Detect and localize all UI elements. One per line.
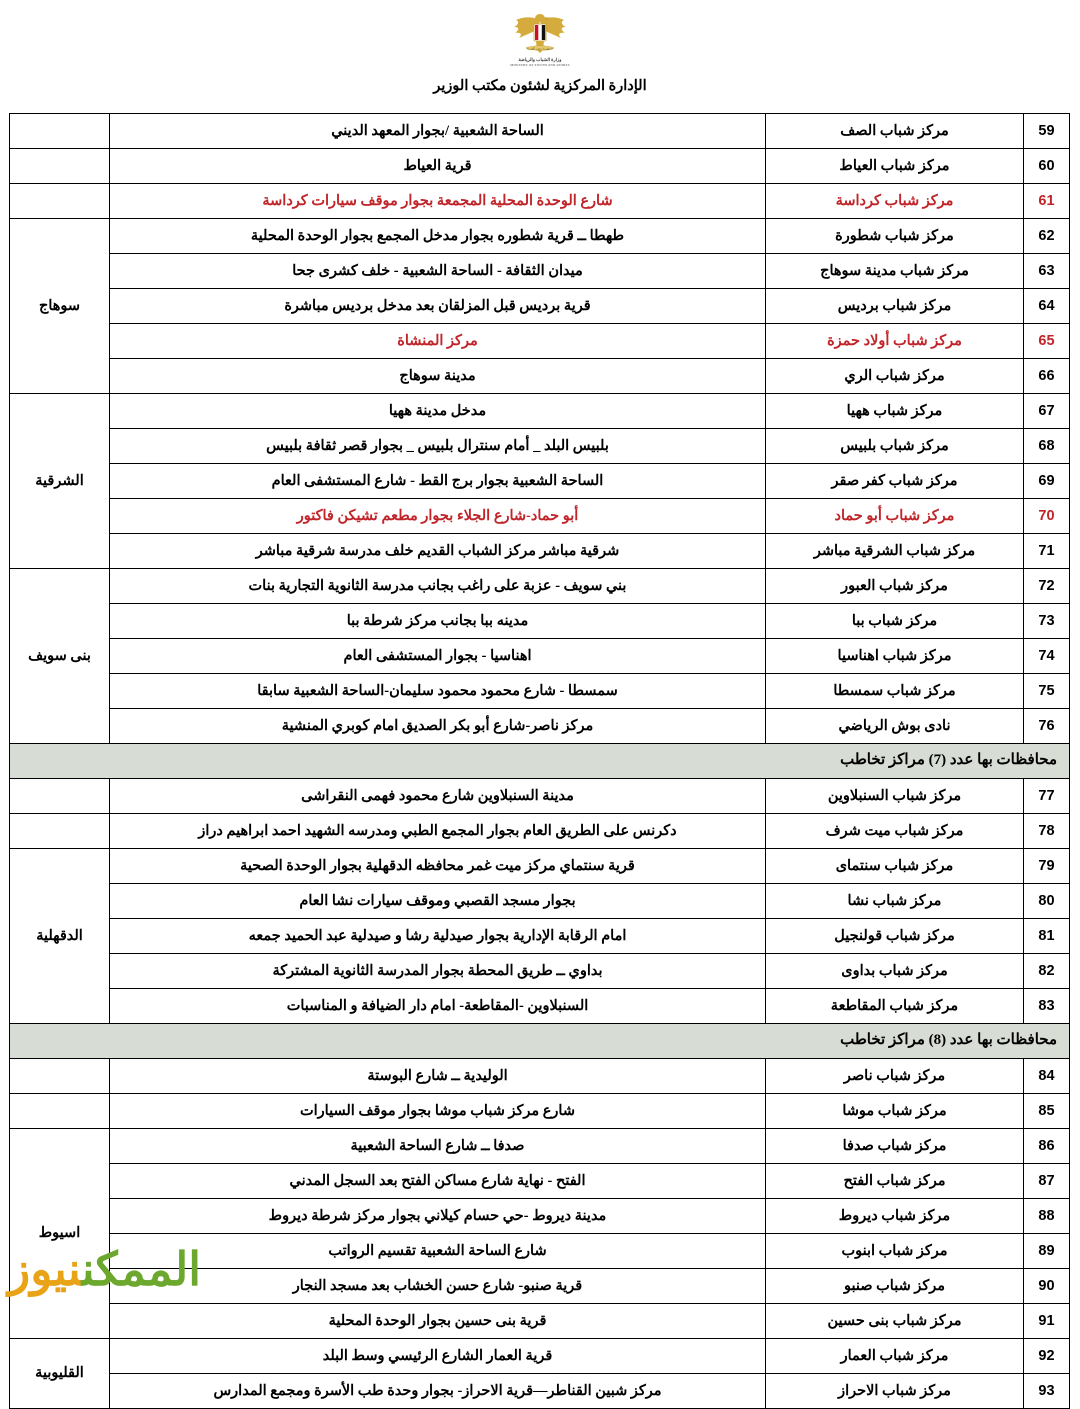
- governorate-name: بنى سويف: [10, 569, 110, 744]
- center-address: مدخل مدينة ههيا: [110, 394, 766, 429]
- governorate-name-empty: [10, 1059, 110, 1094]
- table-row: [10, 954, 1070, 989]
- center-address: أبو حماد-شارع الجلاء بجوار مطعم تشيكن فاكتور: [110, 499, 766, 534]
- center-name: مركز شباب ببا: [766, 604, 1024, 639]
- center-address: قرية بنى حسين بجوار الوحدة المحلية: [110, 1304, 766, 1339]
- center-name: مركز شباب العبور: [766, 569, 1024, 604]
- center-name: مركز شباب أبو حماد: [766, 499, 1024, 534]
- centers-table-wrapper: [10, 113, 1070, 1409]
- row-number: 60: [1024, 149, 1070, 184]
- governorate-name: الشرقية: [10, 394, 110, 569]
- row-number: 70: [1024, 499, 1070, 534]
- center-name: مركز شباب سنتماى: [766, 849, 1024, 884]
- row-number: 93: [1024, 1374, 1070, 1409]
- row-number: 69: [1024, 464, 1070, 499]
- governorate-name-empty: [10, 149, 110, 184]
- governorate-name: اسيوط: [10, 1129, 110, 1339]
- table-row: [10, 254, 1070, 289]
- row-number: 82: [1024, 954, 1070, 989]
- document-header: [0, 0, 1080, 95]
- table-row: [10, 1129, 1070, 1164]
- center-name: مركز شباب السنبلاوين: [766, 779, 1024, 814]
- table-row: [10, 324, 1070, 359]
- center-name: مركز شباب الفتح: [766, 1164, 1024, 1199]
- table-row: [10, 709, 1070, 744]
- egypt-eagle-emblem: [508, 12, 572, 70]
- center-name: مركز شباب كفر صقر: [766, 464, 1024, 499]
- center-name: مركز شباب الري: [766, 359, 1024, 394]
- center-name: مركز شباب شطورة: [766, 219, 1024, 254]
- table-row: [10, 884, 1070, 919]
- row-number: 61: [1024, 184, 1070, 219]
- center-address: شارع مركز شباب موشا بجوار موقف السيارات: [110, 1094, 766, 1129]
- center-name: مركز شباب كرداسة: [766, 184, 1024, 219]
- center-name: مركز شباب سمسطا: [766, 674, 1024, 709]
- center-address: قرية العمار الشارع الرئيسي وسط البلد: [110, 1339, 766, 1374]
- table-row: [10, 1199, 1070, 1234]
- governorate-name: سوهاج: [10, 219, 110, 394]
- table-row: [10, 639, 1070, 674]
- governorate-name: القليوبية: [10, 1339, 110, 1409]
- center-name: مركز شباب موشا: [766, 1094, 1024, 1129]
- center-address: شارع الوحدة المحلية المجمعة بجوار موقف سيارات كرداسة: [110, 184, 766, 219]
- center-address: ميدان الثقافة - الساحة الشعبية - خلف كشرى جحا: [110, 254, 766, 289]
- row-number: 74: [1024, 639, 1070, 674]
- center-name: مركز شباب مدينة سوهاج: [766, 254, 1024, 289]
- center-name: مركز شباب ديروط: [766, 1199, 1024, 1234]
- section-banner-label: محافظات بها عدد (8) مراكز تخاطب: [10, 1024, 1070, 1059]
- table-row: [10, 184, 1070, 219]
- table-row: [10, 674, 1070, 709]
- row-number: 72: [1024, 569, 1070, 604]
- emblem-caption: [508, 57, 572, 67]
- governorate-name-empty: [10, 114, 110, 149]
- center-name: مركز شباب صنبو: [766, 1269, 1024, 1304]
- center-address: شرقية مباشر مركز الشباب القديم خلف مدرسة شرقية مباشر: [110, 534, 766, 569]
- row-number: 71: [1024, 534, 1070, 569]
- governorate-name-empty: [10, 814, 110, 849]
- center-address: صدفا ــ شارع الساحة الشعبية: [110, 1129, 766, 1164]
- table-row: [10, 219, 1070, 254]
- center-address: السنبلاوين -المقاطعة- امام دار الضيافة و المناسبات: [110, 989, 766, 1024]
- center-address: مدينة السنبلاوين شارع محمود فهمى النقراشى: [110, 779, 766, 814]
- center-name: مركز شباب نشا: [766, 884, 1024, 919]
- center-name: مركز شباب العمار: [766, 1339, 1024, 1374]
- governorate-name-empty: [10, 184, 110, 219]
- center-name: مركز شباب العياط: [766, 149, 1024, 184]
- table-row: [10, 919, 1070, 954]
- table-row: [10, 1164, 1070, 1199]
- center-name: مركز شباب أولاد حمزة: [766, 324, 1024, 359]
- center-address: مدينة سوهاج: [110, 359, 766, 394]
- center-name: مركز شباب الاحراز: [766, 1374, 1024, 1409]
- center-address: دكرنس على الطريق العام بجوار المجمع الطبي ومدرسه الشهيد احمد ابراهيم دراز: [110, 814, 766, 849]
- table-row: [10, 814, 1070, 849]
- site-watermark: [8, 1243, 202, 1295]
- table-row: [10, 989, 1070, 1024]
- center-name: مركز شباب ميت شرف: [766, 814, 1024, 849]
- table-row: [10, 779, 1070, 814]
- table-row: [10, 359, 1070, 394]
- center-address: قرية سنتماي مركز ميت غمر محافظه الدقهلية بجوار الوحدة الصحية: [110, 849, 766, 884]
- table-row: [10, 1339, 1070, 1374]
- row-number: 76: [1024, 709, 1070, 744]
- row-number: 92: [1024, 1339, 1070, 1374]
- center-address: الساحة الشعبية /بجوار المعهد الديني: [110, 114, 766, 149]
- center-address: اهناسيا - بجوار المستشفى العام: [110, 639, 766, 674]
- row-number: 65: [1024, 324, 1070, 359]
- section-banner-row: [10, 744, 1070, 779]
- row-number: 90: [1024, 1269, 1070, 1304]
- center-name: مركز شباب الشرقية مباشر: [766, 534, 1024, 569]
- row-number: 66: [1024, 359, 1070, 394]
- center-name: مركز شباب المقاطعة: [766, 989, 1024, 1024]
- center-address: بلبيس البلد _ أمام سنترال بلبيس _ بجوار قصر ثقافة بلبيس: [110, 429, 766, 464]
- table-row: [10, 114, 1070, 149]
- row-number: 87: [1024, 1164, 1070, 1199]
- center-address: امام الرقابة الإدارية بجوار صيدلية رشا و صيدلية عبد الحميد جمعه: [110, 919, 766, 954]
- table-row: [10, 604, 1070, 639]
- center-address: الساحة الشعبية بجوار برج القط - شارع المستشفى العام: [110, 464, 766, 499]
- row-number: 64: [1024, 289, 1070, 324]
- governorate-name: الدقهلية: [10, 849, 110, 1024]
- table-row: [10, 149, 1070, 184]
- center-name: مركز شباب بلبيس: [766, 429, 1024, 464]
- center-address: مركز المنشاة: [110, 324, 766, 359]
- center-name: مركز شباب بداوى: [766, 954, 1024, 989]
- center-address: الفتح - نهاية شارع مساكن الفتح بعد السجل المدني: [110, 1164, 766, 1199]
- row-number: 80: [1024, 884, 1070, 919]
- table-row: [10, 394, 1070, 429]
- center-name: مركز شباب اهناسيا: [766, 639, 1024, 674]
- center-address: طهطا ــ قرية شطوره بجوار مدخل المجمع بجوار الوحدة المحلية: [110, 219, 766, 254]
- center-name: مركز شباب برديس: [766, 289, 1024, 324]
- emblem-caption-english: MINISTRY OF YOUTH AND SPORTS: [510, 62, 570, 67]
- youth-centers-table: [9, 113, 1070, 1409]
- row-number: 79: [1024, 849, 1070, 884]
- emblem-caption-arabic: وزارة الشباب والرياضة: [518, 57, 562, 62]
- page-title: الإدارة المركزية لشئون مكتب الوزير: [433, 78, 647, 94]
- center-address: مركز شبين القناطر—قرية الاحراز- بجوار وحدة طب الأسرة ومجمع المدارس: [110, 1374, 766, 1409]
- row-number: 85: [1024, 1094, 1070, 1129]
- table-body: [10, 114, 1070, 1409]
- row-number: 63: [1024, 254, 1070, 289]
- center-name: نادى بوش الرياضي: [766, 709, 1024, 744]
- section-banner-label: محافظات بها عدد (7) مراكز تخاطب: [10, 744, 1070, 779]
- row-number: 89: [1024, 1234, 1070, 1269]
- center-address: مركز ناصر-شارع أبو بكر الصديق امام كوبري المنشية: [110, 709, 766, 744]
- center-address: قرية صنبو- شارع حسن الخشاب بعد مسجد النجار: [110, 1269, 766, 1304]
- center-address: الوليدية ــ شارع البوستة: [110, 1059, 766, 1094]
- table-row: [10, 464, 1070, 499]
- table-row: [10, 1059, 1070, 1094]
- table-row: [10, 1094, 1070, 1129]
- center-name: مركز شباب ابنوب: [766, 1234, 1024, 1269]
- center-address: بجوار مسجد القصبي وموقف سيارات نشا العام: [110, 884, 766, 919]
- table-row: [10, 534, 1070, 569]
- center-name: مركز شباب قولنجيل: [766, 919, 1024, 954]
- row-number: 75: [1024, 674, 1070, 709]
- center-address: بداوي ــ طريق المحطة بجوار المدرسة الثانوية المشتركة: [110, 954, 766, 989]
- center-name: مركز شباب ههيا: [766, 394, 1024, 429]
- table-row: [10, 569, 1070, 604]
- table-row: [10, 1374, 1070, 1409]
- table-row: [10, 289, 1070, 324]
- row-number: 62: [1024, 219, 1070, 254]
- center-name: مركز شباب الصف: [766, 114, 1024, 149]
- row-number: 84: [1024, 1059, 1070, 1094]
- row-number: 68: [1024, 429, 1070, 464]
- row-number: 77: [1024, 779, 1070, 814]
- center-address: بني سويف - عزبة على راغب بجانب مدرسة الثانوية التجارية بنات: [110, 569, 766, 604]
- row-number: 86: [1024, 1129, 1070, 1164]
- center-address: قرية برديس قبل المزلقان بعد مدخل برديس مباشرة: [110, 289, 766, 324]
- watermark-text-primary: الممكن: [81, 1243, 202, 1295]
- row-number: 81: [1024, 919, 1070, 954]
- center-name: مركز شباب صدفا: [766, 1129, 1024, 1164]
- row-number: 83: [1024, 989, 1070, 1024]
- center-address: قرية العياط: [110, 149, 766, 184]
- table-row: [10, 429, 1070, 464]
- row-number: 67: [1024, 394, 1070, 429]
- watermark-text-secondary: نيوز: [8, 1243, 82, 1295]
- row-number: 73: [1024, 604, 1070, 639]
- svg-text:جمهورية مصر العربية: جمهورية مصر العربية: [526, 46, 554, 51]
- row-number: 88: [1024, 1199, 1070, 1234]
- table-row: [10, 1304, 1070, 1339]
- center-address: مدينه ببا بجانب مركز شرطة ببا: [110, 604, 766, 639]
- row-number: 78: [1024, 814, 1070, 849]
- governorate-name-empty: [10, 1094, 110, 1129]
- center-address: شارع الساحة الشعبية تقسيم الرواتب: [110, 1234, 766, 1269]
- table-row: [10, 499, 1070, 534]
- row-number: 59: [1024, 114, 1070, 149]
- section-banner-row: [10, 1024, 1070, 1059]
- center-name: مركز شباب بنى حسين: [766, 1304, 1024, 1339]
- row-number: 91: [1024, 1304, 1070, 1339]
- center-address: سمسطا - شارع محمود محمود سليمان-الساحة الشعبية سابقا: [110, 674, 766, 709]
- governorate-name-empty: [10, 779, 110, 814]
- table-row: [10, 849, 1070, 884]
- center-name: مركز شباب ناصر: [766, 1059, 1024, 1094]
- center-address: مدينة ديروط -حي حسام كيلاني بجوار مركز شرطة ديروط: [110, 1199, 766, 1234]
